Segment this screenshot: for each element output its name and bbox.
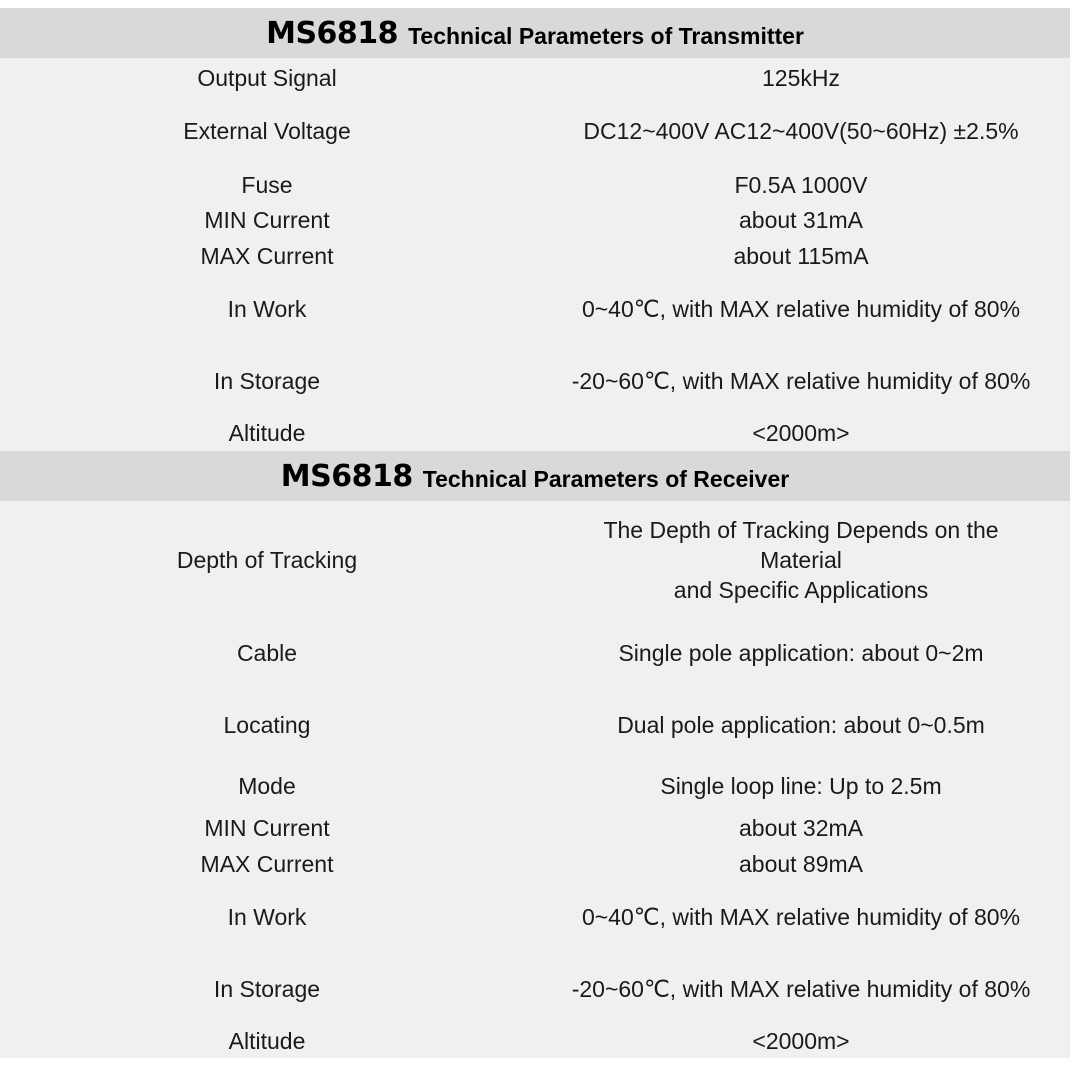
transmitter-row-label: In Storage xyxy=(213,368,321,394)
receiver-row-value: about 32mA xyxy=(738,815,864,841)
receiver-row-label: Cable xyxy=(236,640,298,666)
receiver-value-line: and Specific Applications xyxy=(673,577,929,603)
transmitter-row-value: 0~40℃, with MAX relative humidity of 80% xyxy=(581,296,1021,322)
receiver-row-value: -20~60℃, with MAX relative humidity of 80% xyxy=(571,976,1031,1002)
receiver-section-header xyxy=(0,451,1070,501)
receiver-row-value: <2000m> xyxy=(752,1028,850,1054)
receiver-row-label: Locating xyxy=(223,712,311,738)
transmitter-row-value: -20~60℃, with MAX relative humidity of 80% xyxy=(571,368,1031,394)
transmitter-row-label: In Work xyxy=(227,296,307,322)
receiver-row-label: Altitude xyxy=(228,1028,306,1054)
receiver-value-line: The Depth of Tracking Depends on the xyxy=(603,517,999,543)
transmitter-row-label: Fuse xyxy=(241,172,293,198)
receiver-row-value: Single loop line: Up to 2.5m xyxy=(660,773,942,799)
receiver-model: MS6818 xyxy=(280,458,413,494)
receiver-row-label: MAX Current xyxy=(200,851,334,877)
receiver-row-label: In Storage xyxy=(213,976,321,1002)
receiver-row-value: 0~40℃, with MAX relative humidity of 80% xyxy=(581,904,1021,930)
receiver-row-value: about 89mA xyxy=(738,851,864,877)
transmitter-row-label: Output Signal xyxy=(197,65,337,91)
receiver-row-label: In Work xyxy=(227,904,307,930)
receiver-row-value: Single pole application: about 0~2m xyxy=(618,640,984,666)
transmitter-row-value: 125kHz xyxy=(762,65,840,91)
transmitter-title: Technical Parameters of Transmitter xyxy=(408,22,804,49)
receiver-row-value-multiline xyxy=(603,515,998,605)
transmitter-row-value: about 31mA xyxy=(738,207,864,233)
receiver-row-label: MIN Current xyxy=(204,815,330,841)
transmitter-row-label: Altitude xyxy=(228,420,306,446)
transmitter-row-label: MAX Current xyxy=(200,243,334,269)
transmitter-section-header xyxy=(0,8,1070,58)
transmitter-row-value: <2000m> xyxy=(752,420,850,446)
transmitter-row-value: F0.5A 1000V xyxy=(734,172,868,198)
transmitter-model: MS6818 xyxy=(266,15,399,51)
transmitter-row-label: External Voltage xyxy=(183,118,351,144)
receiver-row-value: Dual pole application: about 0~0.5m xyxy=(617,712,985,738)
receiver-title: Technical Parameters of Receiver xyxy=(422,465,790,492)
receiver-row-label: Mode xyxy=(238,773,296,799)
receiver-row-label: Depth of Tracking xyxy=(176,547,358,573)
transmitter-row-value: about 115mA xyxy=(733,243,869,269)
transmitter-row-value: DC12~400V AC12~400V(50~60Hz) ±2.5% xyxy=(583,118,1019,144)
receiver-value-line: Material xyxy=(760,547,842,573)
transmitter-row-label: MIN Current xyxy=(204,207,330,233)
